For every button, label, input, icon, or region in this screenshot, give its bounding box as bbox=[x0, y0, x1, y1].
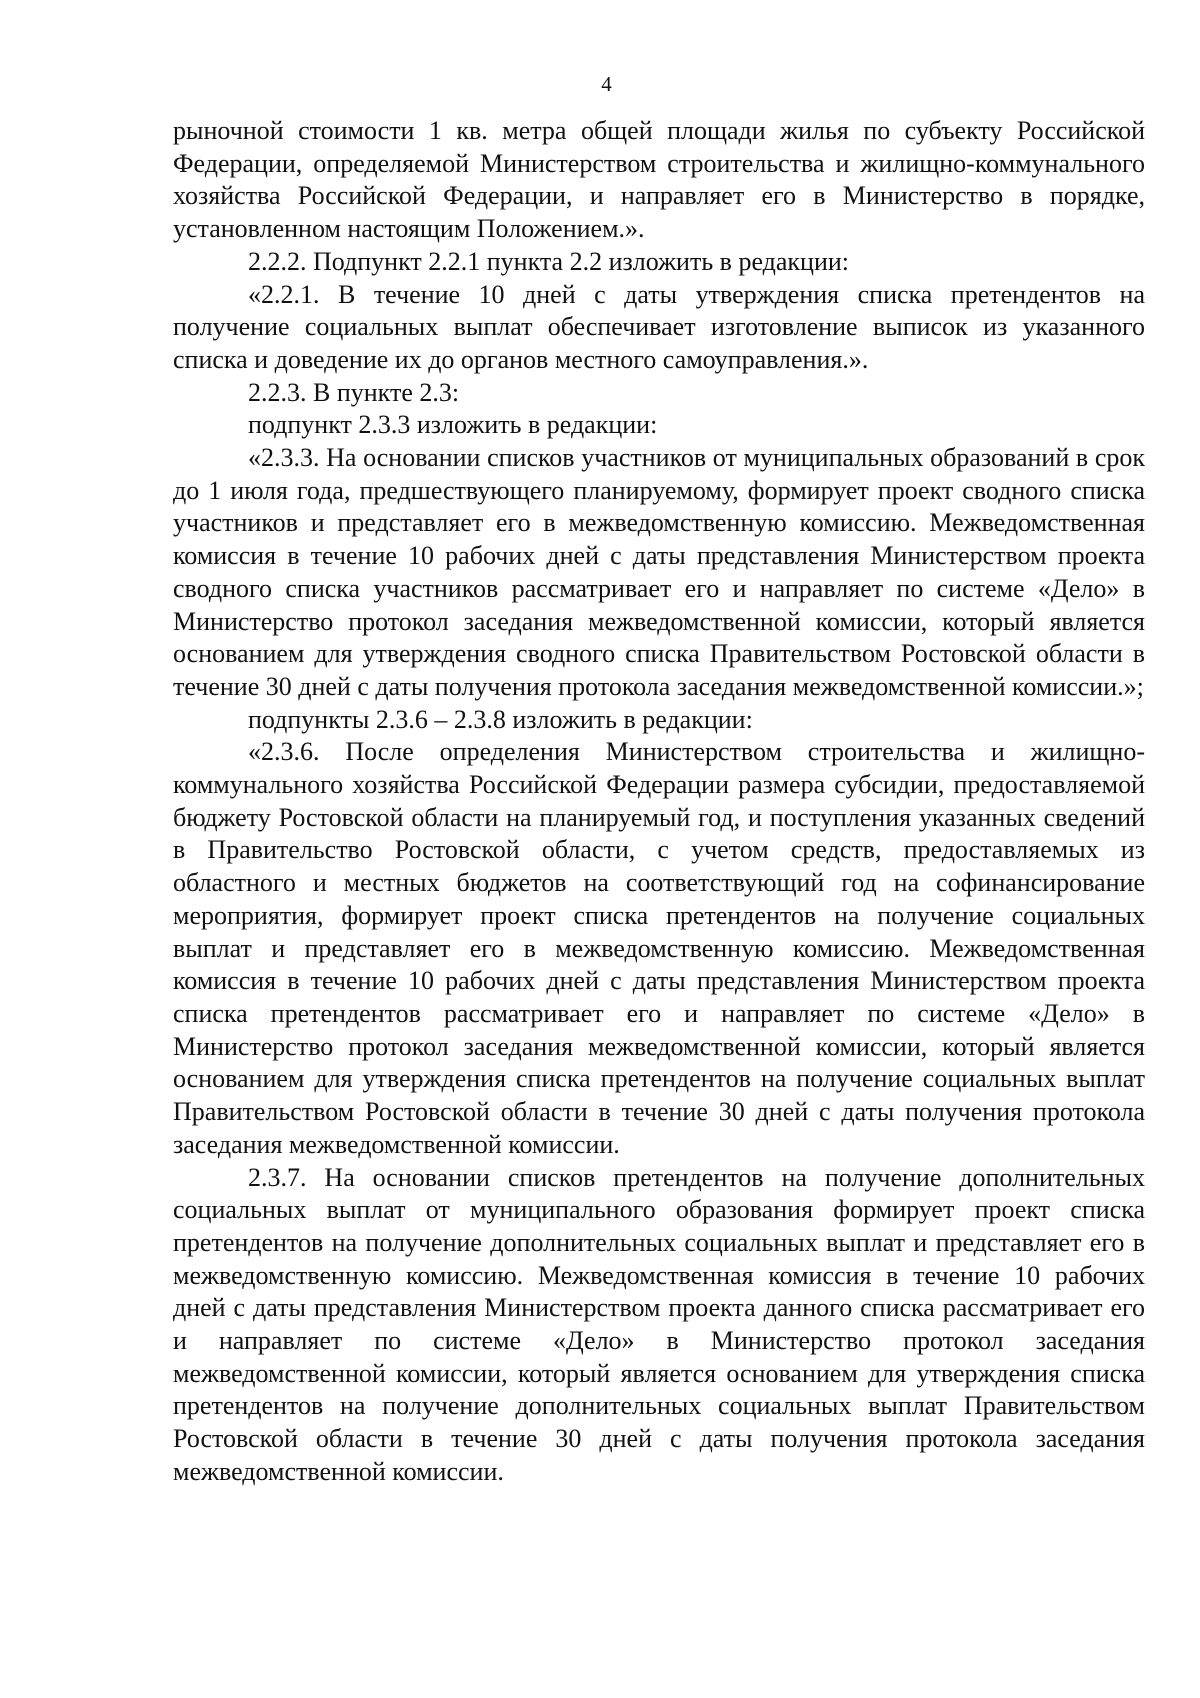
paragraph-2-2-3: 2.2.3. В пункте 2.3: bbox=[248, 377, 460, 407]
paragraph-subitem-2-3-3-intro: подпункт 2.3.3 изложить в редакции: bbox=[248, 410, 658, 440]
page-number: 4 bbox=[601, 72, 612, 96]
paragraph-2-2-1-quote: «2.2.1. В течение 10 дней с даты утверждения списка претендентов на получение социальных выплат обеспечивает изготовление выписок из указанного списка и доведение их до органов местного самоуправления.». bbox=[173, 279, 1145, 374]
paragraph-2-3-6-quote: «2.3.6. После определения Министерством строительства и жилищно-коммунального хозяйства Российской Федерации размера субсидии, предоставляемой бюджету Ростовской области на планируемый год, и поступления указанных сведений в Правительство Ростовской области, с учетом средств, предоставляемых из областного и местных бюджетов на соответствующий год на софинансирование мероприятия, формирует проект списка претендентов на получение социальных выплат и представляет его в межведомственную комиссию. Межведомственная комиссия в течение 10 рабочих дней с даты представления Министерством проекта списка претендентов рассматривает его и направляет по системе «Дело» в Министерство протокол заседания межведомственной комиссии, который является основанием для утверждения списка претендентов на получение социальных выплат Правительством Ростовской области в течение 30 дней с даты получения протокола заседания межведомственной комиссии. bbox=[173, 737, 1145, 1159]
document-body bbox=[173, 115, 1145, 1489]
paragraph-2-3-7: 2.3.7. На основании списков претендентов на получение дополнительных социальных выплат от муниципального образования формирует проект списка претендентов на получение дополнительных социальных выплат и представляет его в межведомственную комиссию. Межведомственная комиссия в течение 10 рабочих дней с даты представления Министерством проекта данного списка рассматривает его и направляет по системе «Дело» в Министерство протокол заседания межведомственной комиссии, который является основанием для утверждения списка претендентов на получение дополнительных социальных выплат Правительством Ростовской области в течение 30 дней с даты получения протокола заседания межведомственной комиссии. bbox=[173, 1162, 1145, 1486]
paragraph-subitems-2-3-6-intro: подпункты 2.3.6 – 2.3.8 изложить в редакции: bbox=[248, 704, 753, 734]
paragraph-continuation: рыночной стоимости 1 кв. метра общей площади жилья по субъекту Российской Федерации, определяемой Министерством строительства и жилищно-коммунального хозяйства Российской Федерации, и направляет его в Министерство в порядке, установленном настоящим Положением.». bbox=[173, 116, 1145, 244]
paragraph-2-3-3-quote: «2.3.3. На основании списков участников от муниципальных образований в срок до 1 июля года, предшествующего планируемому, формирует проект сводного списка участников и представляет его в межведомственную комиссию. Межведомственная комиссия в течение 10 рабочих дней с даты представления Министерством проекта сводного списка участников рассматривает его и направляет по системе «Дело» в Министерство протокол заседания межведомственной комиссии, который является основанием для утверждения сводного списка Правительством Ростовской области в течение 30 дней с даты получения протокола заседания межведомственной комиссии.»; bbox=[173, 443, 1145, 701]
paragraph-2-2-2: 2.2.2. Подпункт 2.2.1 пункта 2.2 изложить в редакции: bbox=[248, 246, 850, 276]
